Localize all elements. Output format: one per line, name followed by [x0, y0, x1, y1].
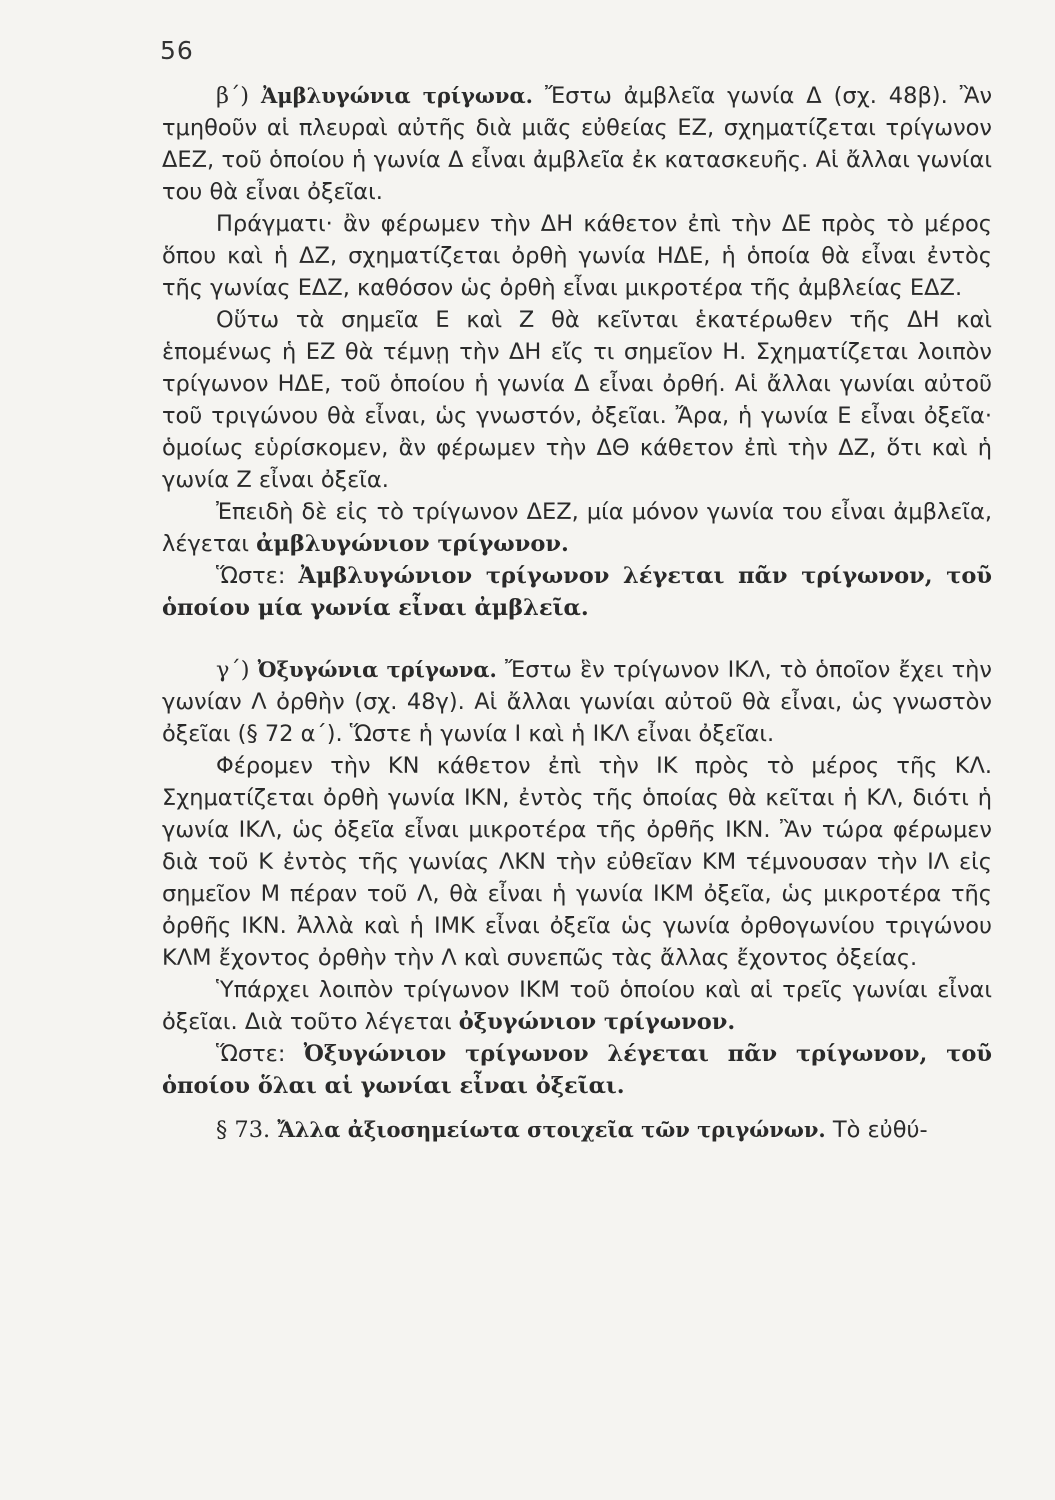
text-column: [162, 80, 992, 1146]
section-c-paragraph-3-text: Ὑπάρχει λοιπὸν τρίγωνον ΙΚΜ τοῦ ὁποίου καὶ αἱ τρεῖς γωνίαι εἶναι ὀξεῖαι. Διὰ τοῦτο λέγεται: [162, 977, 992, 1035]
section-b-paragraph-3: Οὕτω τὰ σημεῖα Ε καὶ Ζ θὰ κεῖνται ἑκατέρωθεν τῆς ΔΗ καὶ ἑπομένως ἡ ΕΖ θὰ τέμνῃ τὴν ΔΗ εἴς τι σημεῖον Η. Σχηματίζεται λοιπὸν τρίγωνον ΗΔΕ, τοῦ ὁποίου ἡ γωνία Δ εἶναι ὀρθή. Αἱ ἄλλαι γωνίαι αὐτοῦ τοῦ τριγώνου θὰ εἶναι, ὡς γνωστόν, ὀξεῖαι. Ἄρα, ἡ γωνία Ε εἶναι ὀξεῖα· ὁμοίως εὑρίσκομεν, ἂν φέρωμεν τὴν ΔΘ κάθετον ἐπὶ τὴν ΔΖ, ὅτι καὶ ἡ γωνία Ζ εἶναι ὀξεῖα.: [162, 307, 992, 493]
section-b-paragraph-1: Ἔστω ἀμβλεῖα γωνία Δ (σχ. 48β). Ἂν τμηθοῦν αἱ πλευραὶ αὐτῆς διὰ μιᾶς εὐθείας ΕΖ, σχηματίζεται τρίγωνον ΔΕΖ, τοῦ ὁποίου ἡ γωνία Δ εἶναι ἀμβλεῖα ἐκ κατασκευῆς. Αἱ ἄλλαι γωνίαι του θὰ εἶναι ὀξεῖαι.: [162, 83, 993, 205]
section-73-text: Τὸ εὐθύ-: [832, 1117, 928, 1143]
section-c-heading: Ὀξυγώνια τρίγωνα.: [257, 657, 497, 682]
section-b-paragraph-4: [162, 496, 992, 560]
section-c-definition: [162, 1038, 992, 1102]
section-c-intro: [162, 654, 992, 750]
page-number: 56: [160, 36, 194, 65]
section-b-definition-prefix: Ὥστε:: [216, 563, 286, 589]
section-73-label: § 73.: [216, 1117, 271, 1143]
section-c-paragraph-3: [162, 974, 992, 1038]
section-73-intro: [162, 1114, 992, 1146]
section-c-term: ὀξυγώνιον τρίγωνον.: [458, 1009, 736, 1035]
section-b-definition: [162, 560, 992, 624]
section-c-paragraph-1: Ἔστω ἓν τρίγωνον ΙΚΛ, τὸ ὁποῖον ἔχει τὴν γωνίαν Λ ὀρθὴν (σχ. 48γ). Αἱ ἄλλαι γωνίαι αὐτοῦ θὰ εἶναι, ὡς γνωστὸν ὀξεῖαι (§ 72 α΄). Ὥστε ἡ γωνία Ι καὶ ἡ ΙΚΛ εἶναι ὀξεῖαι.: [162, 657, 992, 747]
section-b-paragraph-4-text: Ἐπειδὴ δὲ εἰς τὸ τρίγωνον ΔΕΖ, μία μόνον γωνία του εἶναι ἀμβλεῖα, λέγεται: [162, 499, 992, 557]
section-b-heading: Ἀμβλυγώνια τρίγωνα.: [261, 83, 533, 108]
section-c-paragraph-2: Φέρομεν τὴν ΚΝ κάθετον ἐπὶ τὴν ΙΚ πρὸς τὸ μέρος τῆς ΚΛ. Σχηματίζεται ὀρθὴ γωνία ΙΚΝ, ἐντὸς τῆς ὁποίας θὰ κεῖται ἡ ΚΛ, διότι ἡ γωνία ΙΚΛ, ὡς ὀξεῖα εἶναι μικροτέρα τῆς ὀρθῆς ΙΚΝ. Ἂν τώρα φέρωμεν διὰ τοῦ Κ ἐντὸς τῆς γωνίας ΛΚΝ τὴν εὐθεῖαν ΚΜ τέμνουσαν τὴν ΙΛ εἰς σημεῖον Μ πέραν τοῦ Λ, θὰ εἶναι ἡ γωνία ΙΚΜ ὀξεῖα, ὡς μικροτέρα τῆς ὀρθῆς ΙΚΝ. Ἀλλὰ καὶ ἡ ΙΜΚ εἶναι ὀξεῖα ὡς γωνία ὀρθογωνίου τριγώνου ΚΛΜ ἔχοντος ὀρθὴν τὴν Λ καὶ συνεπῶς τὰς ἄλλας ἔχοντος ὀξείας.: [162, 753, 992, 971]
section-b-intro: [162, 80, 992, 208]
section-b-label: β΄): [216, 83, 250, 109]
section-c-label: γ΄): [216, 657, 250, 683]
section-c-definition-text: Ὀξυγώνιον τρίγωνον λέγεται πᾶν τρίγωνον, τοῦ ὁποίου ὅλαι αἱ γωνίαι εἶναι ὀξεῖαι.: [162, 1041, 992, 1099]
section-c-definition-prefix: Ὥστε:: [216, 1041, 286, 1067]
section-b-paragraph-2: Πράγματι· ἂν φέρωμεν τὴν ΔΗ κάθετον ἐπὶ τὴν ΔΕ πρὸς τὸ μέρος ὅπου καὶ ἡ ΔΖ, σχηματίζεται ὀρθὴ γωνία ΗΔΕ, ἡ ὁποία θὰ εἶναι ἐντὸς τῆς γωνίας ΕΔΖ, καθόσον ὡς ὀρθὴ εἶναι μικροτέρα τῆς ἀμβλείας ΕΔΖ.: [162, 211, 992, 301]
section-73-heading: Ἄλλα ἀξιοσημείωτα στοιχεῖα τῶν τριγώνων.: [277, 1117, 826, 1142]
section-b-term: ἀμβλυγώνιον τρίγωνον.: [256, 531, 569, 557]
section-b-definition-text: Ἀμβλυγώνιον τρίγωνον λέγεται πᾶν τρίγωνον, τοῦ ὁποίου μία γωνία εἶναι ἀμβλεῖα.: [162, 563, 993, 621]
